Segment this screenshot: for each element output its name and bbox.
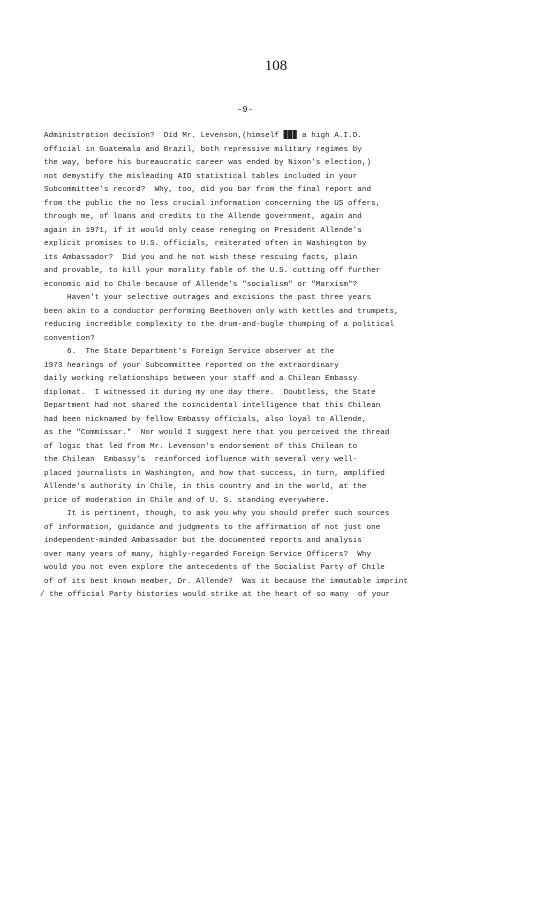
body-text (40, 130, 524, 603)
text-line: independent-minded Ambassador but the documented reports and analysis (44, 537, 362, 545)
text-line: Allende's authority in Chile, in this country and in the world, at the (44, 483, 367, 491)
text-line: not demystify the misleading AID statistical tables included in your (44, 172, 358, 181)
text-line: Haven't your selective outrages and excisions the past three years (44, 294, 372, 302)
text-line: had been nicknamed by fellow Embassy officials, also loyal to Allende, (44, 415, 367, 424)
text-line: of information, guidance and judgments to the affirmation of not just one (44, 523, 381, 532)
text-line: over many years of many, highly-regarded Foreign Service Officers? Why (44, 550, 372, 559)
text-line: from the public the no less crucial information concerning the US offers, (44, 199, 381, 208)
section-number: -9- (236, 105, 254, 115)
text-line: explicit promises to U.S. officials, reiterated often in Washington by (44, 240, 367, 248)
text-line: / the official Party histories would strike at the heart of so many of your (40, 591, 391, 599)
text-line: the Chilean Embassy's reinforced influence with several very well- (44, 456, 358, 464)
text-line: been akin to a conductor performing Beethoven only with kettles and trumpets, (44, 307, 399, 316)
text-line: its Ambassador? Did you and he not wish these rescuing facts, plain (44, 253, 358, 262)
text-line: would you not even explore the antecedents of the Socialist Party of Chile (44, 564, 385, 572)
text-line: again in 1971, if it would only cease reneging on President Allende's (44, 226, 362, 235)
text-line: Administration decision? Did Mr. Levenson,(himself ▉▉▉ a high A.I.D. (44, 132, 362, 140)
text-line: of of its best known member, Dr. Allende? Was it because the immutable imprint (44, 577, 408, 586)
text-line: economic aid to Chile because of Allende's "socialism" or "Marxism"? (44, 280, 358, 289)
text-line: placed journalists in Washington, and how that success, in turn, amplified (44, 469, 385, 478)
text-line: of logic that led from Mr. Levenson's endorsement of this Chilean to (44, 442, 358, 451)
text-line: It is pertinent, though, to ask you why you should prefer such sources (44, 510, 390, 518)
text-line: and provable, to kill your morality fable of the U.S. cutting off further (44, 267, 381, 275)
text-line: 6. The State Department's Foreign Service observer at the (44, 348, 335, 356)
text-line: official in Guatemala and Brazil, both repressive military regimes by (44, 145, 362, 154)
text-line: daily working relationships between your staff and a Chilean Embassy (44, 375, 358, 383)
text-line: reducing incredible complexity to the drum-and-bugle thumping of a political (44, 321, 395, 329)
text-line: diplomat. I witnessed it during my one day there. Doubtless, the State (44, 388, 376, 397)
text-line: convention? (44, 334, 95, 343)
text-line: through me, of loans and credits to the Allende government, again and (44, 213, 362, 221)
text-line: the way, before his bureaucratic career was ended by Nixon's election,) (44, 159, 372, 167)
text-line: Subcommittee's record? Why, too, did you bar from the final report and (44, 186, 372, 194)
page-number: 108 (264, 58, 288, 74)
text-line: price of moderation in Chile and of U. S. standing everywhere. (44, 496, 330, 505)
text-line: 1973 hearings of your Subcommittee reported on the extraordinary (44, 361, 339, 370)
text-line: as the "Commissar." Nor would I suggest here that you perceived the thread (44, 429, 390, 437)
text-line: Department had not shared the coincidental intelligence that this Chilean (44, 402, 381, 410)
